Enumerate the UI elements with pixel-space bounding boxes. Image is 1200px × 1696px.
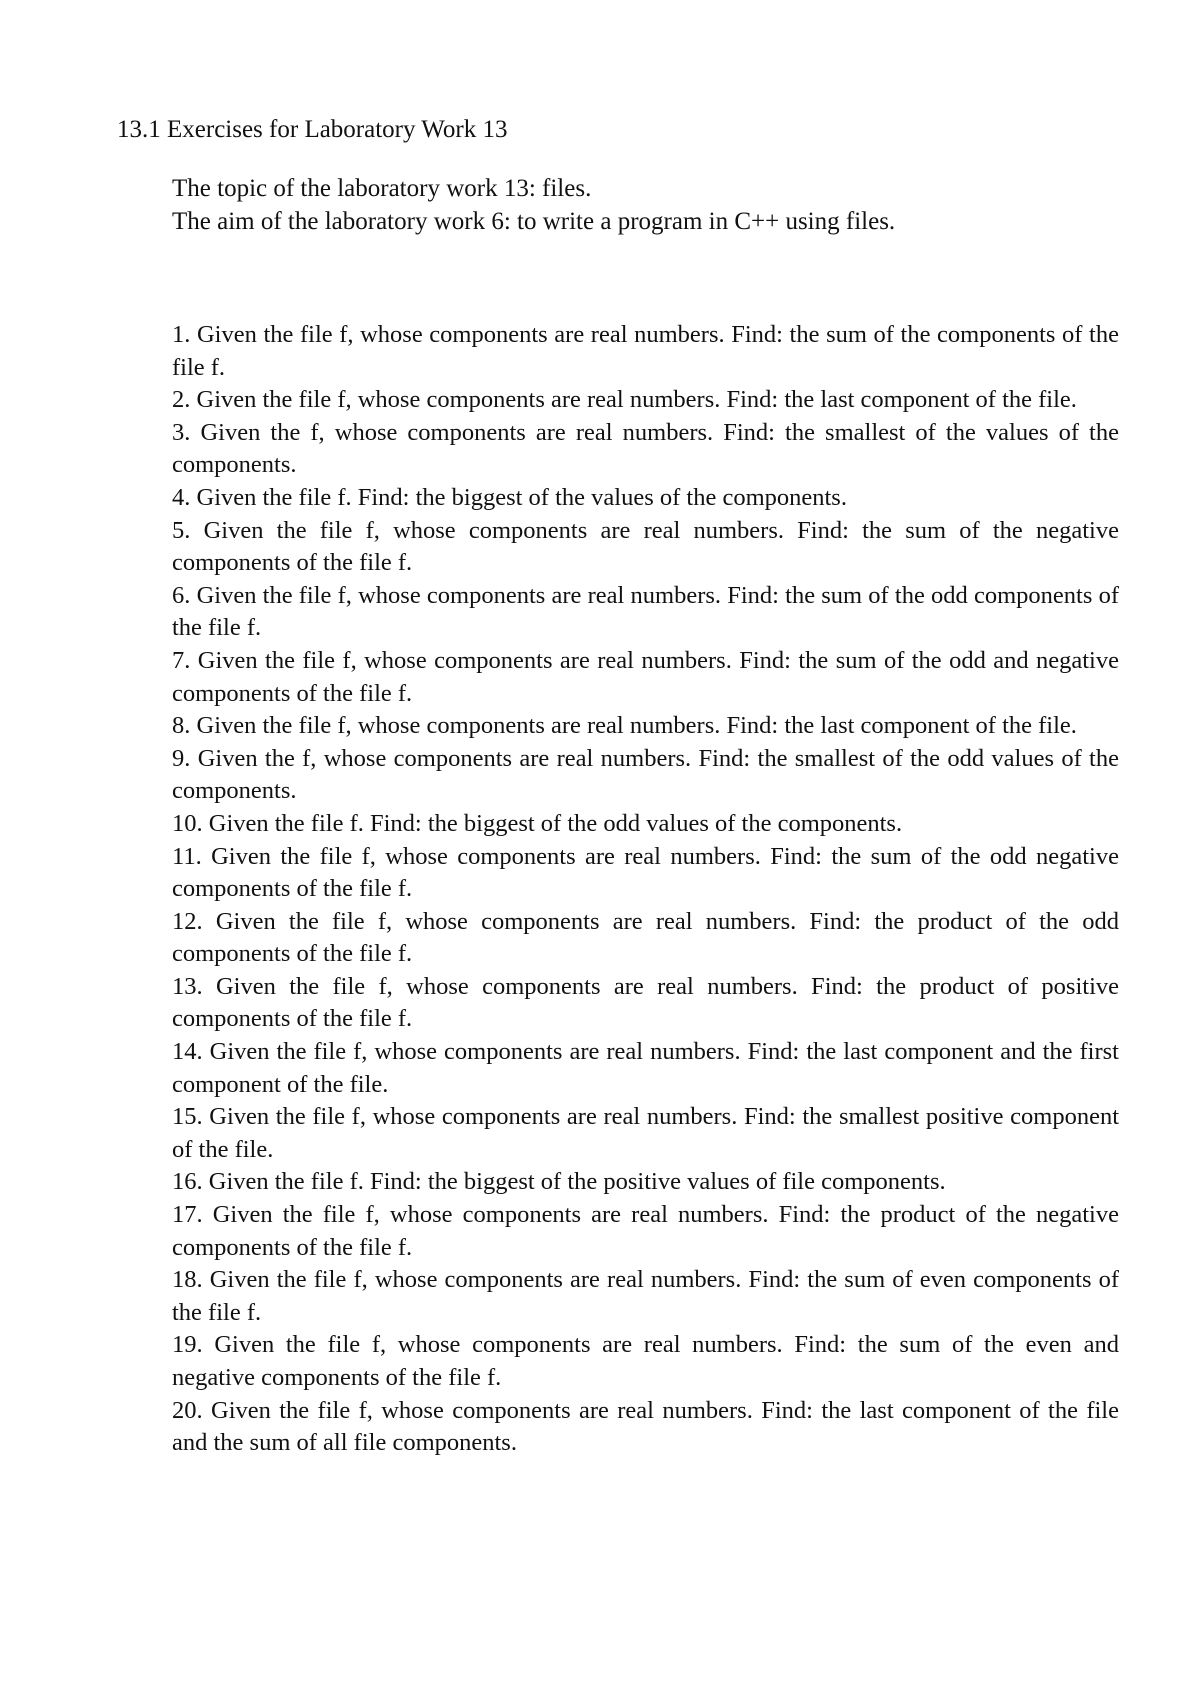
exercise-item: 7. Given the file f, whose components are real numbers. Find: the sum of the odd and negative components of the file f.: [172, 646, 1119, 707]
exercise-item: 1. Given the file f, whose components are real numbers. Find: the sum of the components of the file f.: [172, 321, 1119, 381]
exercise-item: 8. Given the file f, whose components are real numbers. Find: the last component of the file.: [172, 712, 1077, 740]
exercise-item: 15. Given the file f, whose components are real numbers. Find: the smallest positive component of the file.: [172, 1103, 1119, 1163]
exercise-item: 17. Given the file f, whose components are real numbers. Find: the product of the negative components of the file f.: [172, 1201, 1119, 1261]
exercise-item: 5. Given the file f, whose components are real numbers. Find: the sum of the negative components of the file f.: [172, 516, 1119, 577]
intro-block: [172, 172, 1122, 238]
exercise-item: 13. Given the file f, whose components are real numbers. Find: the product of positive components of the file f.: [172, 972, 1119, 1033]
section-title: 13.1 Exercises for Laboratory Work 13: [117, 116, 508, 143]
exercise-item: 12. Given the file f, whose components are real numbers. Find: the product of the odd components of the file f.: [172, 907, 1119, 968]
exercise-item: 10. Given the file f. Find: the biggest of the odd values of the components.: [172, 809, 903, 837]
exercise-item: 20. Given the file f, whose components are real numbers. Find: the last component of the file and the sum of all file components.: [172, 1396, 1119, 1457]
exercise-item: 11. Given the file f, whose components are real numbers. Find: the sum of the odd negative components of the file f.: [172, 842, 1119, 903]
aim-line: The aim of the laboratory work 6: to write a program in C++ using files.: [172, 208, 896, 235]
exercise-item: 9. Given the f, whose components are real numbers. Find: the smallest of the odd values of the components.: [172, 744, 1119, 805]
exercise-list: [172, 319, 1119, 1460]
exercise-item: 4. Given the file f. Find: the biggest of the values of the components.: [172, 483, 847, 511]
exercise-item: 2. Given the file f, whose components are real numbers. Find: the last component of the file.: [172, 386, 1077, 414]
exercise-item: 18. Given the file f, whose components are real numbers. Find: the sum of even components of the file f.: [172, 1266, 1119, 1326]
topic-line: The topic of the laboratory work 13: files.: [172, 175, 592, 202]
exercise-item: 14. Given the file f, whose components are real numbers. Find: the last component and the first component of the file.: [172, 1038, 1119, 1098]
exercise-item: 6. Given the file f, whose components are real numbers. Find: the sum of the odd components of the file f.: [172, 581, 1119, 642]
exercise-item: 16. Given the file f. Find: the biggest of the positive values of file components.: [172, 1168, 946, 1196]
exercise-item: 19. Given the file f, whose components are real numbers. Find: the sum of the even and negative components of the file f.: [172, 1331, 1119, 1391]
exercise-item: 3. Given the f, whose components are real numbers. Find: the smallest of the values of the components.: [172, 418, 1119, 479]
